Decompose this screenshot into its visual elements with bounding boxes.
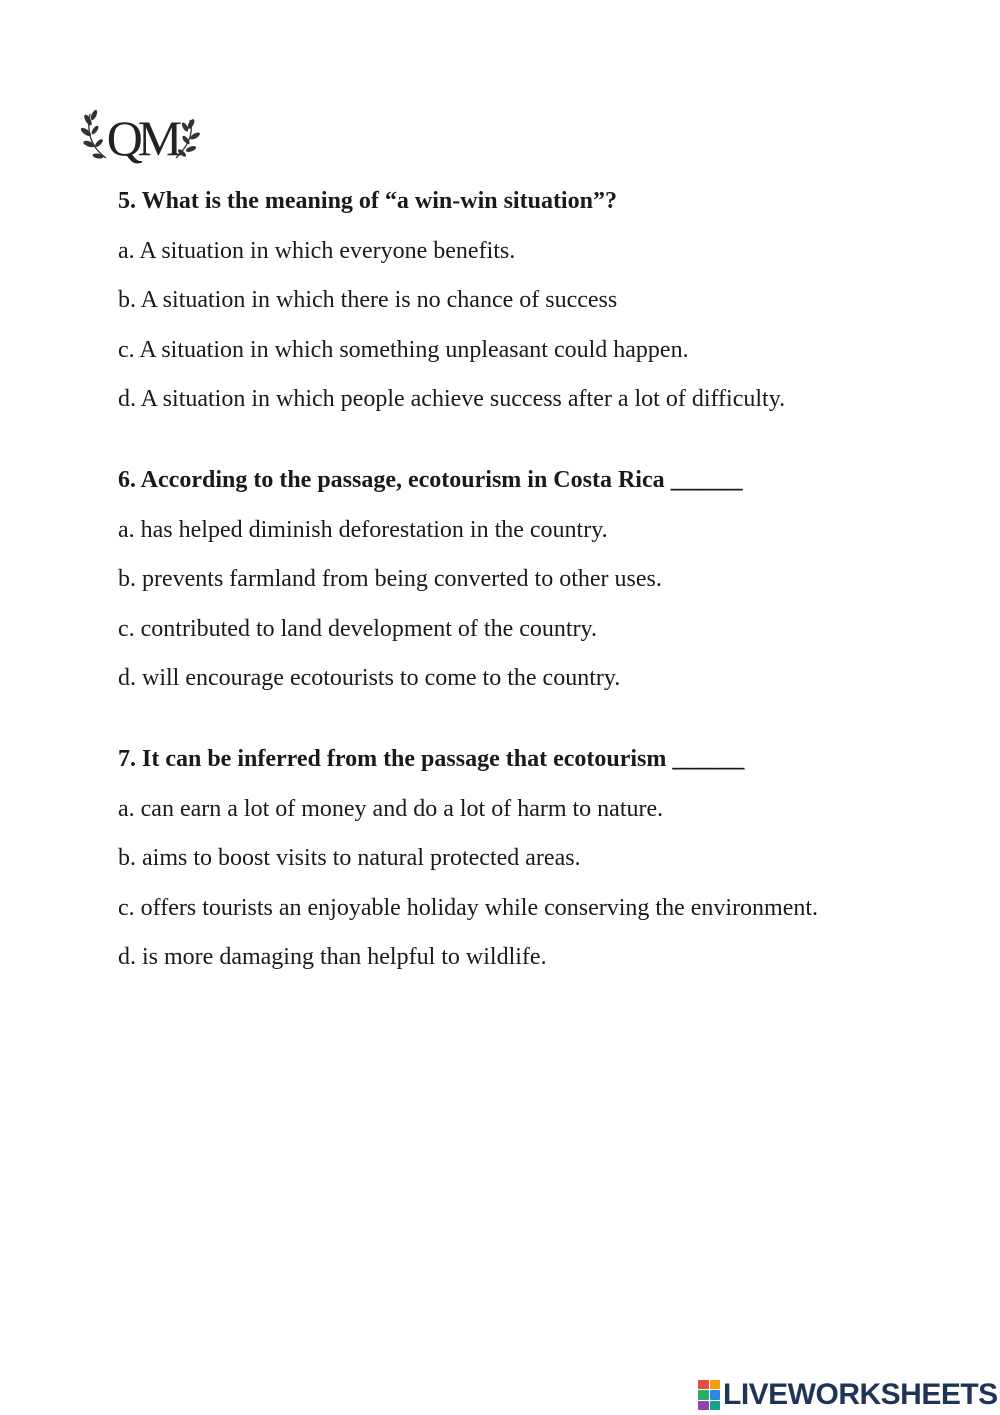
question-title: 7. It can be inferred from the passage that ecotourism ______ — [118, 746, 745, 772]
question-title: 5. What is the meaning of “a win-win situation”? — [118, 188, 617, 214]
brand-mark-cell — [710, 1401, 721, 1410]
worksheet-questions — [118, 184, 918, 990]
answer-option[interactable]: b. A situation in which there is no chance of success — [118, 287, 618, 313]
question-5 — [118, 184, 918, 416]
question-title: 6. According to the passage, ecotourism in Costa Rica ______ — [118, 467, 743, 493]
brand-mark-cell — [698, 1390, 709, 1399]
brand-mark-cell — [698, 1380, 709, 1389]
answer-option[interactable]: b. prevents farmland from being converted to other uses. — [118, 566, 662, 592]
brand-mark-cell — [710, 1380, 721, 1389]
answer-option[interactable]: d. is more damaging than helpful to wildlife. — [118, 944, 547, 970]
svg-text:QM: QM — [106, 110, 178, 166]
answer-option[interactable]: c. contributed to land development of the country. — [118, 615, 597, 642]
laurel-icon — [78, 100, 203, 168]
brand-text: LIVEWORKSHEETS — [723, 1378, 998, 1411]
answer-option[interactable]: a. has helped diminish deforestation in the country. — [118, 516, 608, 543]
answer-option[interactable]: d. A situation in which people achieve success after a lot of difficulty. — [118, 386, 786, 412]
liveworksheets-brand — [698, 1375, 998, 1415]
liveworksheets-logo-icon — [698, 1380, 720, 1410]
question-6 — [118, 463, 918, 695]
answer-option[interactable]: a. A situation in which everyone benefits. — [118, 237, 516, 264]
answer-option[interactable]: c. A situation in which something unpleasant could happen. — [118, 336, 689, 363]
brand-mark-cell — [698, 1401, 709, 1410]
answer-option[interactable]: c. offers tourists an enjoyable holiday while conserving the environment. — [118, 894, 819, 921]
qm-logo — [78, 100, 203, 168]
question-7 — [118, 742, 918, 974]
answer-option[interactable]: a. can earn a lot of money and do a lot of harm to nature. — [118, 795, 664, 822]
answer-option[interactable]: d. will encourage ecotourists to come to the country. — [118, 665, 621, 691]
brand-mark-cell — [710, 1390, 721, 1399]
answer-option[interactable]: b. aims to boost visits to natural protected areas. — [118, 845, 581, 871]
